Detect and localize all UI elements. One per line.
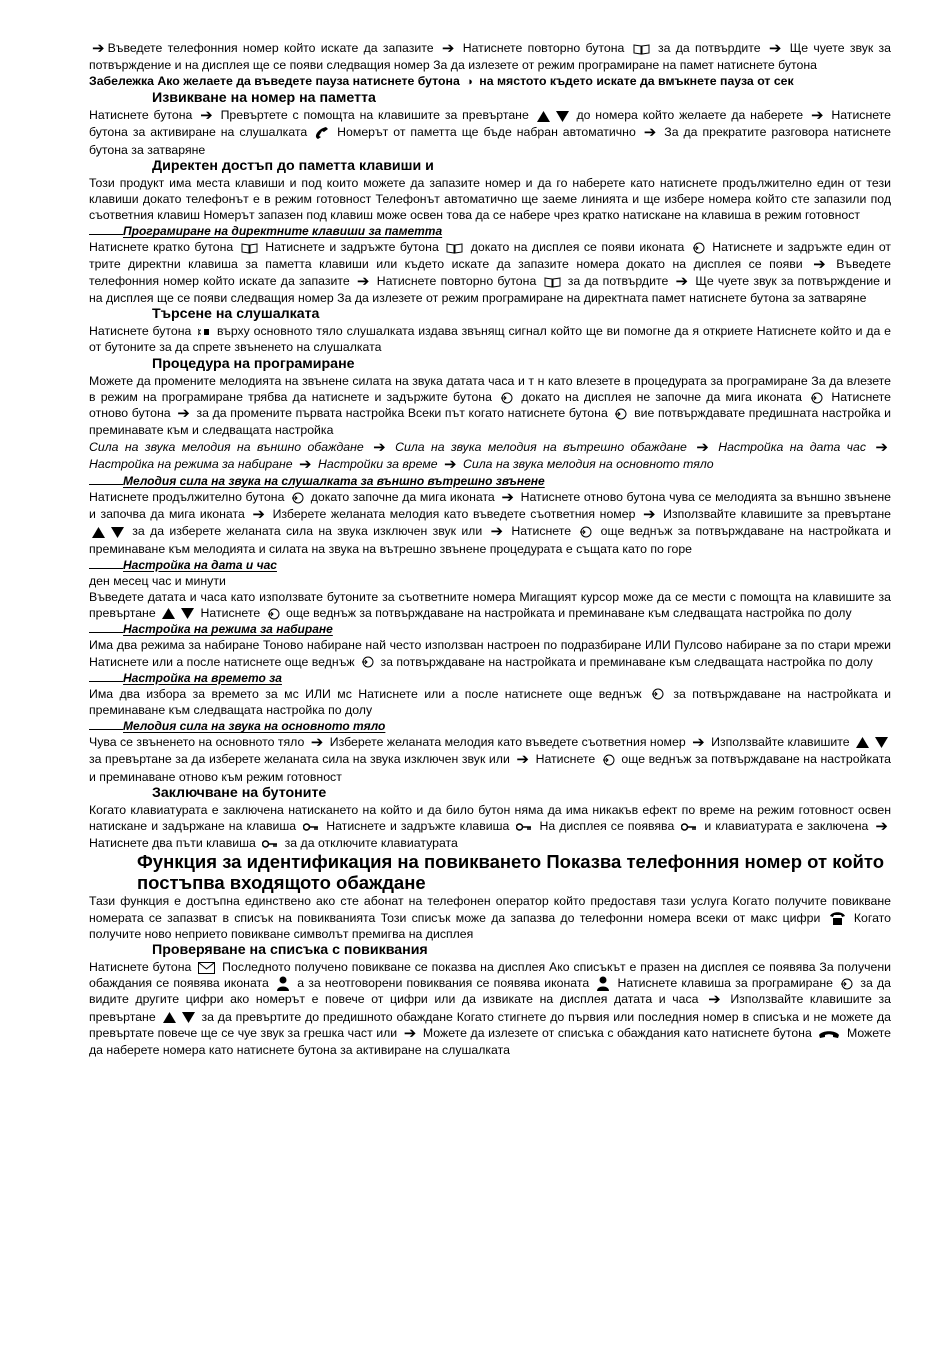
key-icon xyxy=(681,823,697,831)
up-arrow-icon xyxy=(537,111,550,122)
right-arrow-icon: ➔ xyxy=(813,255,826,273)
up-arrow-icon xyxy=(92,527,105,538)
paragraph: Въведете датата и часа като използвате бутоните за съответните номера Мигащият курсор може да се мести с помощта на клавишите за превъртане Натиснете още веднъж за потвърждаване на настройката и преминаване към следващата настройка по долу xyxy=(89,589,891,621)
program-icon xyxy=(267,608,280,620)
phone-icon xyxy=(829,911,846,926)
subsection-heading: Мелодия сила на звука на слушалката за външно вътрешно звънене xyxy=(89,473,891,489)
right-arrow-icon: ➔ xyxy=(696,438,709,456)
section-heading: Процедура на програмиране xyxy=(152,355,355,372)
paragraph: Чува се звъненето на основното тяло ➔ Изберете желаната мелодия като въведете съответния номер ➔ Използвайте клавишите за превъртане за да изберете желаната сила на звука изключен звук или ➔ Натиснете още веднъж за потвърждаване на настройката и преминаване отново към режим готовност xyxy=(89,734,892,784)
phonebook-icon xyxy=(241,242,258,254)
right-arrow-icon: ➔ xyxy=(444,455,457,473)
down-arrow-icon xyxy=(875,737,888,748)
right-arrow-icon: ➔ xyxy=(708,991,721,1009)
pause-icon: ◑ xyxy=(466,76,473,89)
program-icon xyxy=(579,526,592,538)
right-arrow-icon: ➔ xyxy=(875,438,888,456)
person-icon xyxy=(276,976,290,991)
section-heading: Заключване на бутоните xyxy=(152,784,327,801)
right-arrow-icon: ➔ xyxy=(310,734,324,752)
subsection-heading: Настройка на дата и час xyxy=(89,557,891,573)
paragraph: Има два режима за набиране Тоново набиране най често използван настроен по подразбиране ИЛИ Пулсово набиране за по стари мрежи Натиснете или а после натиснете още веднъж за потвърждаване на настройката и преминаване към следващата настройка по долу xyxy=(89,638,891,669)
up-arrow-icon xyxy=(163,1012,176,1023)
program-icon xyxy=(500,392,513,404)
envelope-icon xyxy=(198,962,215,974)
right-arrow-icon: ➔ xyxy=(810,107,824,125)
hang-up-icon xyxy=(818,1029,840,1039)
up-arrow-icon xyxy=(856,737,869,748)
section-heading: Извикване на номер на паметта xyxy=(152,90,376,107)
paragraph: Натиснете бутона ➔ Превъртете с помощта на клавишите за превъртане до номера който желаете да наберете ➔ Натиснете бутона за активиране на слушалката Номерът от паметта ще бъде набран автоматично ➔ За да прекратите разговора натиснете бутона за затваряне xyxy=(89,107,892,157)
person-icon xyxy=(596,976,610,991)
key-icon xyxy=(303,823,319,831)
paging-icon xyxy=(198,326,210,338)
right-arrow-icon: ➔ xyxy=(441,40,455,57)
program-icon xyxy=(602,754,615,766)
subsection-heading: Мелодия сила на звука на основното тяло xyxy=(89,718,891,734)
paragraph: Натиснете продължително бутона докато започне да мига иконата ➔ Натиснете отново бутона чува се мелодията за външно звънене и започва да мига иконата ➔ Изберете желаната мелодия като въведете съответния номер ➔ Използвайте клавишите за превъртане за да изберете желаната сила на звука изключен звук или ➔ Натиснете още веднъж за потвърждаване на настройката и преминаване към мелодията и силата на звука на вътрешно звънене процедурата е същата като по горе xyxy=(89,488,892,556)
right-arrow-icon: ➔ xyxy=(875,817,888,835)
right-arrow-icon: ➔ xyxy=(92,40,105,57)
program-icon xyxy=(692,242,705,254)
program-icon xyxy=(651,688,664,700)
paragraph: Натиснете бутона Последното получено повикване се показва на дисплея Ако списъкът е празен на дисплея се появява За получени обаждания се появява иконата а за неотговорени повиквания се появява иконата Натиснете клавиша за програмиране за да видите другите цифри ако номерът е повече от цифри или да извикате на дисплея датата и часа ➔ Използвайте клавишите за превъртане за да превъртите до предишното обаждане Когато стигнете до първия или последния номер в списъка и не можете да превъртате повече ще се чуе звук за грешка част или ➔ Можете да излезете от списъка с обаждания като натиснете бутона Можете да наберете номера като натиснете бутона за активиране на слушалката xyxy=(89,960,892,1058)
chapter-heading: Функция за идентификация на повикването Показва телефонния номер от който постъпва входящото обаждане xyxy=(137,851,885,894)
note-paragraph: Забележка Ако желаете да въведете пауза натиснете бутона ◑ на мястото където искате да вмъкнете пауза от сек xyxy=(89,74,794,89)
section-heading: Директен достъп до паметта клавиши и xyxy=(152,157,434,174)
paragraph: Когато клавиатурата е заключена натискането на който и да било бутон няма да има никакъв ефект по време на режим готовност освен натискане и задържане на клавиша Натиснете и задръжте клавиша На дисплея се появява и клавиатурата е заключена ➔ Натиснете два пъти клавиша за да отключите клавиатурата xyxy=(89,802,891,851)
key-icon xyxy=(516,823,532,831)
right-arrow-icon: ➔ xyxy=(356,272,370,290)
paragraph: Тази функция е достъпна единствено ако сте абонат на телефонен оператор който предоставя тази услуга Когато получите повикване номерата се запазват в списък на повикванията Този списък може да запазва до телефонни номера всеки от макс цифри Когато получите ново неприето повикване символът премигва на дисплея xyxy=(89,894,891,941)
program-icon xyxy=(614,408,627,420)
right-arrow-icon: ➔ xyxy=(177,405,190,423)
key-icon xyxy=(262,840,278,848)
right-arrow-icon: ➔ xyxy=(501,488,514,506)
right-arrow-icon: ➔ xyxy=(200,107,213,125)
right-arrow-icon: ➔ xyxy=(675,272,689,290)
subsection-heading: Настройка на режима за набиране xyxy=(89,621,891,637)
handset-icon xyxy=(315,126,329,140)
section-heading: Проверяване на списъка с повиквания xyxy=(152,942,428,959)
phonebook-icon xyxy=(633,43,650,55)
subsection-heading: Програмиране на директните клавиши за паметта xyxy=(89,223,891,239)
paragraph: Този продукт има места клавиши и под които можете да запазите номер и да го наберете като натиснете продължително един от тези клавиши докато телефонът е в режим готовност Телефонът автоматично ще заеме линията и ще избере номера който сте запазили под съответния клавиш Номерът запазен под клавиш може освен това да се набере чрез кратко натискане на клавиша в режим готовност xyxy=(89,175,891,223)
right-arrow-icon: ➔ xyxy=(373,438,386,456)
down-arrow-icon xyxy=(181,608,194,619)
right-arrow-icon: ➔ xyxy=(490,523,504,541)
subsection-heading: Настройка на времето за xyxy=(89,670,891,686)
paragraph: ден месец час и минути xyxy=(89,573,226,588)
phonebook-icon xyxy=(446,242,463,254)
paragraph: Натиснете кратко бутона Натиснете и задръжте бутона докато на дисплея се появи иконата Натиснете и задръжте един от трите директни клавиша за паметта клавиши или къдeто искате да запазите номера докато на дисплея се появи ➔ Въведете телефонния номер който искате да запазите ➔ Натиснете повторно бутона за да потвърдите ➔ Ще чуете звук за потвърждение и на дисплея ще се появи следващия номер За да излезете от режим програмиране на директната памет натиснете бутона за затваряне xyxy=(89,240,892,306)
paragraph: Сила на звука мелодия на външно обаждане ➔ Сила на звука мелодия на вътрешно обаждане ➔ Настройка на дата час ➔ Настройка на режима за набиране ➔ Настройки за време ➔ Сила на звука мелодия на основното тяло xyxy=(89,438,888,473)
document-page xyxy=(89,40,891,1058)
section-heading: Търсене на слушалката xyxy=(152,306,320,323)
paragraph: ➔ Въведете телефонния номер който искате да запазите ➔ Натиснете повторно бутона за да потвърдите ➔ Ще чуете звук за потвърждение и на дисплея ще се появи следващия номер За да излезете от режим програмиране на памет натиснете бутона xyxy=(89,40,891,73)
right-arrow-icon: ➔ xyxy=(516,751,529,769)
right-arrow-icon: ➔ xyxy=(643,124,657,142)
right-arrow-icon: ➔ xyxy=(692,734,705,752)
right-arrow-icon: ➔ xyxy=(299,455,312,473)
program-icon xyxy=(361,656,374,668)
down-arrow-icon xyxy=(111,527,124,538)
program-icon xyxy=(840,978,853,990)
right-arrow-icon: ➔ xyxy=(643,506,656,524)
up-arrow-icon xyxy=(162,608,175,619)
program-icon xyxy=(291,492,304,504)
right-arrow-icon: ➔ xyxy=(768,40,782,57)
program-icon xyxy=(810,392,823,404)
paragraph: Има два избора за времето за мс ИЛИ мс Натиснете или а после натиснете още веднъж за потвърждаване на настройката и преминаване към следващата настройка по долу xyxy=(89,686,892,717)
paragraph: Натиснете бутона върху основното тяло слушалката издава звънящ сигнал който ще ви помогне да я откриете Натиснете който и да е от бутоните за да спрете звъненето на слушалката xyxy=(89,324,891,355)
right-arrow-icon: ➔ xyxy=(403,1024,417,1042)
paragraph: Можете да промените мелодията на звънене силата на звука датата часа и т н като влезете в процедурата за програмиране За да влезете в режим на програмиране трябва да натиснете и задържите бутона докато на дисплея не започне да мига иконата Натиснете отново бутона ➔ за да промените първата настройка Всеки път когато натиснете бутона вие потвърждавате предишната настройка и преминавате към и следващата настройка xyxy=(89,373,892,438)
phonebook-icon xyxy=(544,276,561,288)
down-arrow-icon xyxy=(182,1012,195,1023)
down-arrow-icon xyxy=(556,111,569,122)
right-arrow-icon: ➔ xyxy=(252,506,265,524)
